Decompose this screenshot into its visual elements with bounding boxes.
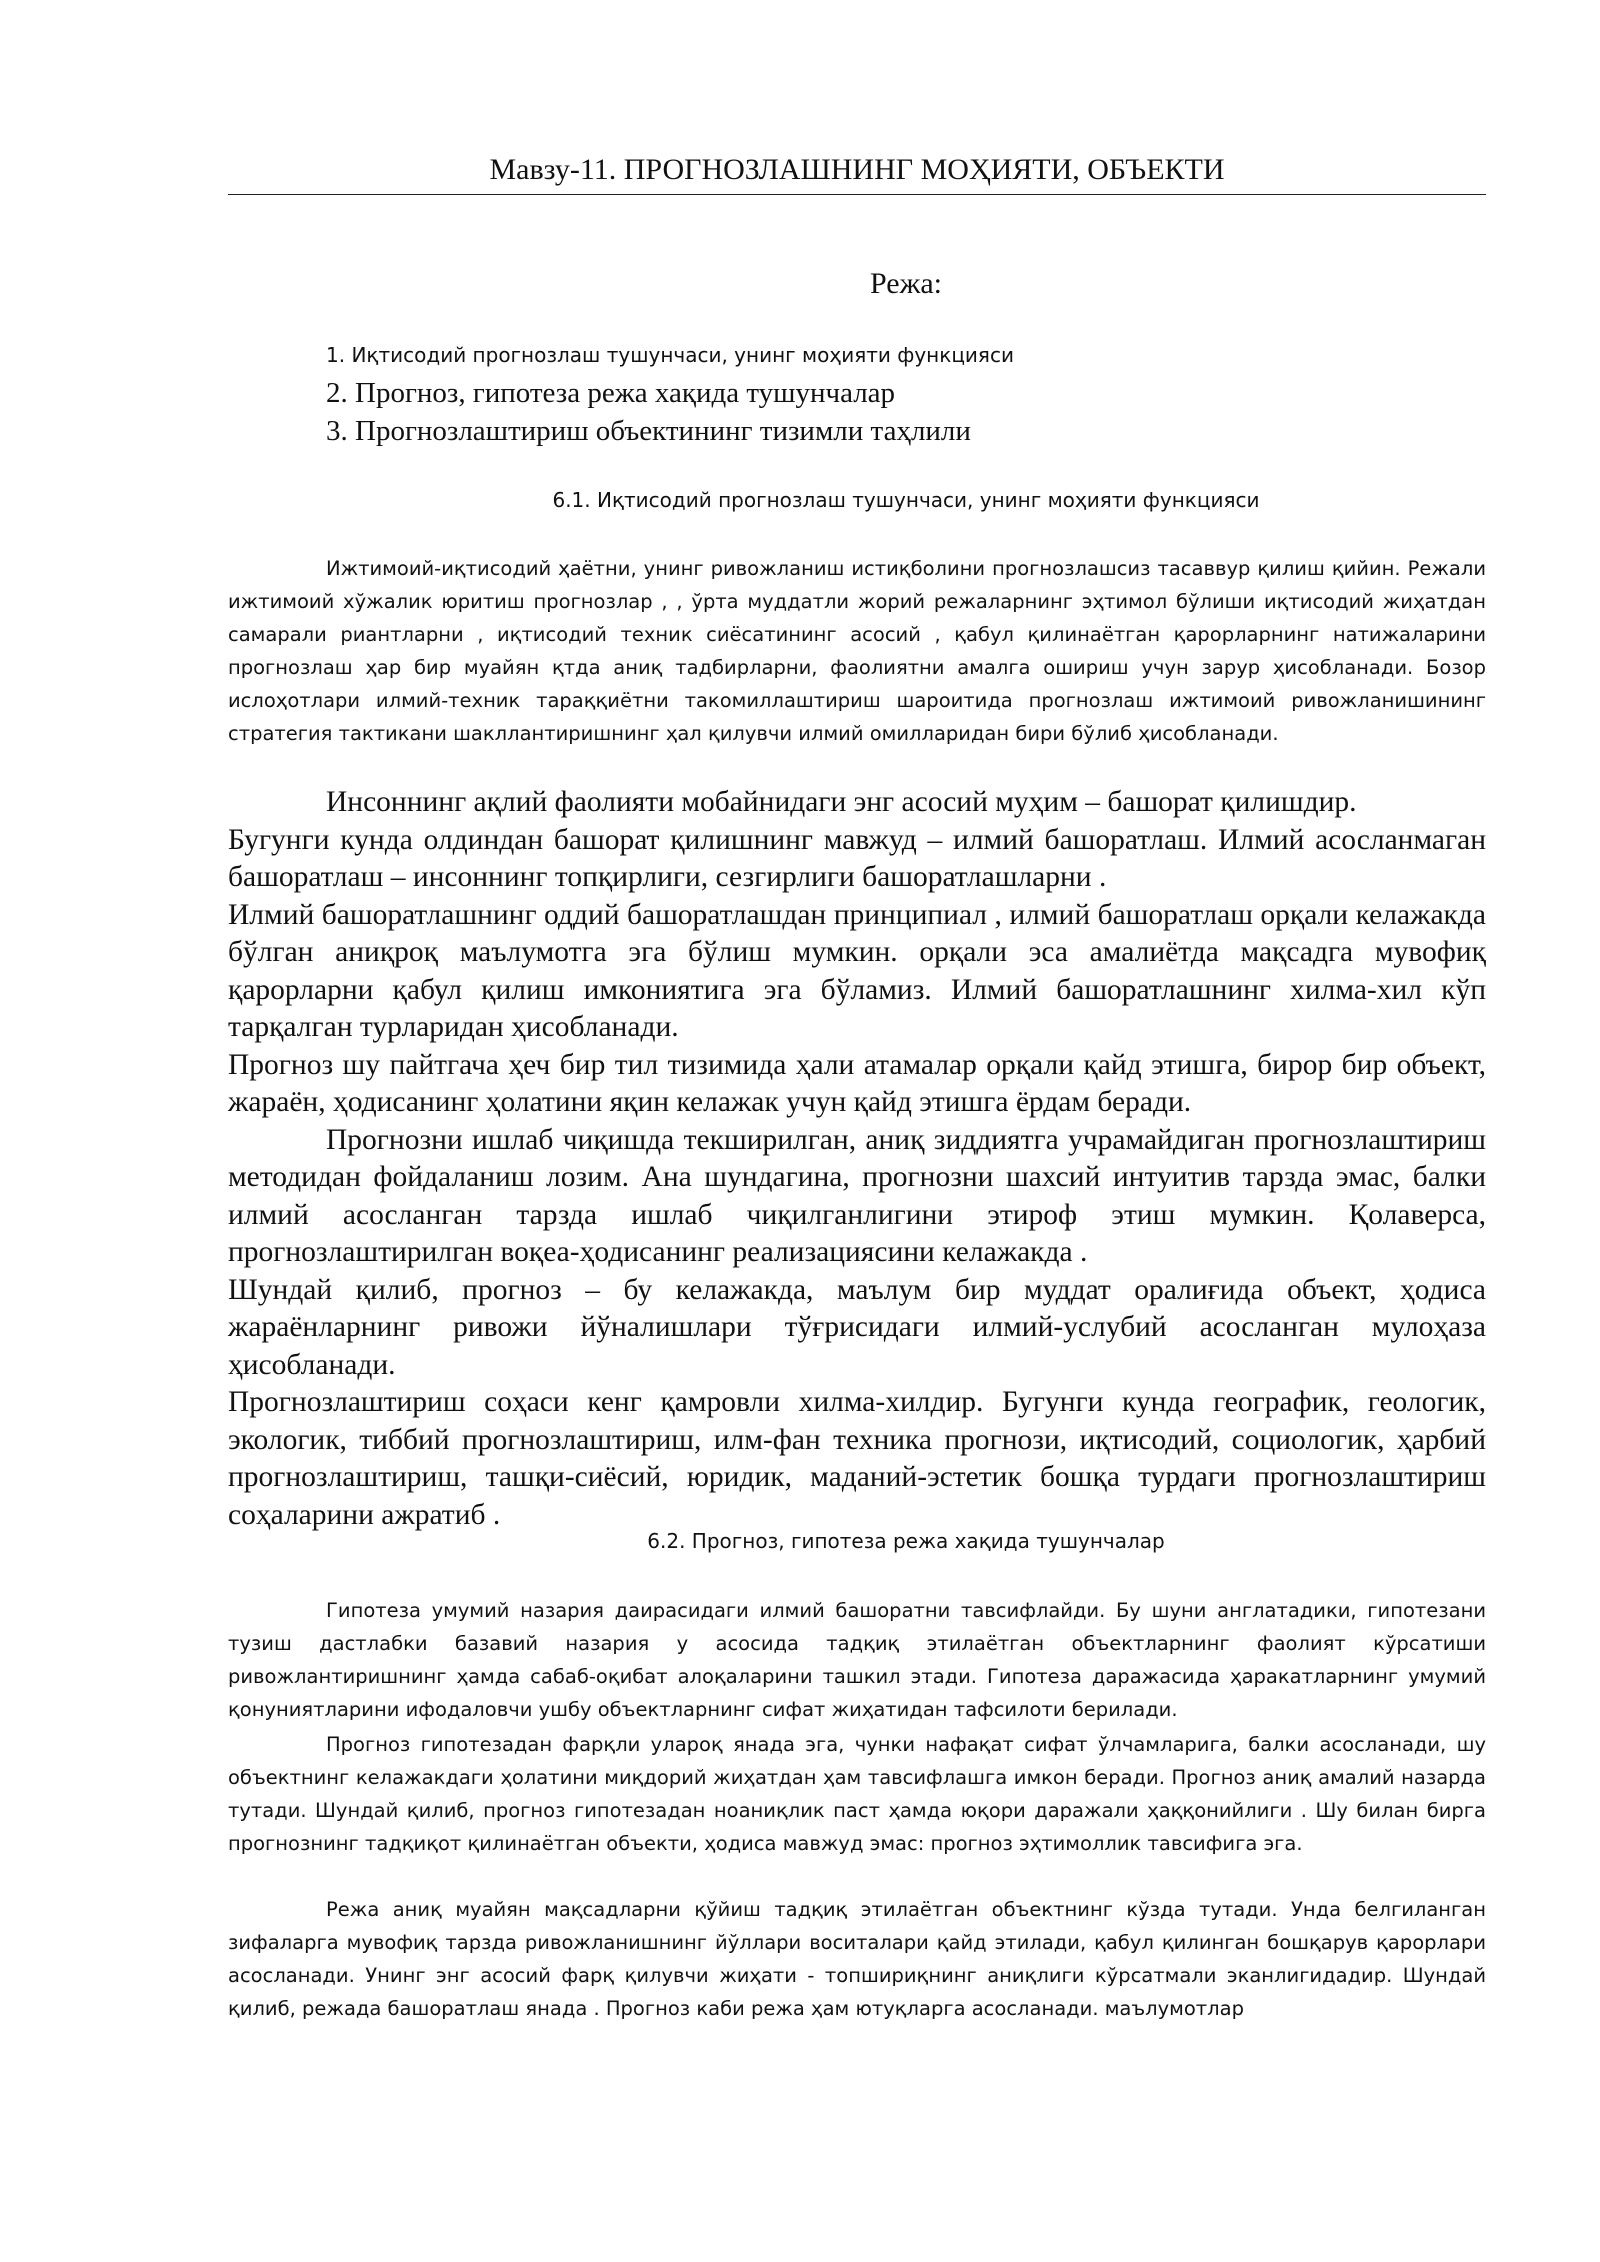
plan-item: 3. Прогнозлаштириш объектининг тизимли таҳлили [326, 415, 971, 447]
body-paragraph: Прогноз шу пайтгача ҳеч бир тил тизимида ҳали атамалар орқали қайд этишга, бирор бир объект, жараён, ҳодисанинг ҳолатини яқин келажак учун қайд этишга ёрдам беради. [228, 1048, 1486, 1118]
large-text-block [228, 784, 1486, 1534]
section-heading: 6.1. Иқтисодий прогнозлаш тушунчаси, унинг моҳияти функцияси [552, 488, 1260, 512]
plan-item: 1. Иқтисодий прогнозлаш тушунчаси, унинг моҳияти функцияси [326, 343, 1014, 367]
body-paragraph: Инсоннинг ақлий фаолияти мобайнидаги энг асосий муҳим – башорат қилишдир. [326, 786, 1357, 818]
body-paragraph: Прогноз гипотезадан фарқли уларoқ янада эга, чунки нафақат сифат ўлчамларига, балки асосланади, шу объектнинг келажакдаги ҳолатини миқдорий жиҳатдан ҳам тавсифлашга имкон беради. Прогноз аниқ амалий назарда тутади. Шундай қилиб, прогноз гипотезадан ноаниқлик паст ҳамда юқори даражали ҳаққонийлиги . Шу билан бирга прогнознинг тадқиқот қилинаётган объекти, ҳодиса мавжуд эмас: прогноз эҳтимоллик тавсифига эга. [228, 1733, 1486, 1855]
body-paragraph: Прогнозни ишлаб чиқишда текширилган, аниқ зиддиятга учрамайдиган прогнозлаштириш методидан фойдаланиш лозим. Ана шундагина, прогнозни шахсий интуитив тарзда эмас, балки илмий асосланган тарзда ишлаб чиқилганлигини этироф этиш мумкин. Қолаверса, прогнозлаштирилган воқеа-ҳодисанинг реализациясини келажакда . [228, 1123, 1486, 1268]
body-paragraph: Гипотеза умумий назария даирасидаги илмий башоратни тавсифлайди. Бу шуни англатадики, гипотезани тузиш дастлабки базавий назария у асосида тадқиқ этилаётган объектларнинг фаолият кўрсатиши ривожлантиришнинг ҳамда сабаб-оқибат алоқаларини ташкил этади. Гипотеза даражасида ҳаракатларнинг умумий қонуниятларини ифодаловчи ушбу объектларнинг сифат жиҳатидан тафсилоти берилади. [228, 1599, 1486, 1721]
body-paragraph: Бугунги кунда олдиндан башорат қилишнинг мавжуд – илмий башоратлаш. Илмий асосланмаган башоратлаш – инсоннинг топқирлиги, сезгирлиги башоратлашларни . [228, 823, 1486, 893]
plan-title: Режа: [870, 267, 942, 300]
body-paragraph: Ижтимоий-иқтисодий ҳаётни, унинг ривожланиш истиқболини прогнозлашсиз тасаввур қилиш қийин. Режали ижтимоий хўжалик юритиш прогнозлар , , ўрта муддатли жорий режаларнинг эҳтимол бўлиши иқтисодий жиҳатдан самарали риантларни , иқтисодий техник сиёсатининг асосий , қабул қилинаётган қарорларнинг натижаларини прогнозлаш ҳар бир муайян қтда аниқ тадбирларни, фаолиятни амалга ошириш учун зарур ҳисобланади. Бозор ислоҳотлари илмий-техник тараққиётни такомиллаштириш шароитида прогнозлаш ижтимоий ривожланишининг стратегия тактикани шакллантиришнинг ҳал қилувчи илмий омилларидан бири бўлиб ҳисобланади. [228, 557, 1486, 745]
plan-item: 2. Прогноз, гипотеза режа хақида тушунчалар [326, 377, 896, 409]
plan-list [326, 340, 1426, 450]
body-paragraph: Прогнозлаштириш соҳаси кенг қамровли хилма-хилдир. Бугунги кунда географик, геологик, экологик, тиббий прогнозлаштириш, илм-фан техника прогнози, иқтисодий, социологик, ҳарбий прогнозлаштириш, ташқи-сиёсий, юридик, маданий-эстетик бошқа турдаги прогнозлаштириш соҳаларини ажратиб . [228, 1386, 1486, 1531]
page-title: Мавзу-11. ПРОГНОЗЛАШНИНГ МОҲИЯТИ, ОБЪЕКТИ [228, 150, 1486, 195]
body-paragraph: Илмий башоратлашнинг оддий башоратлашдан принципиал , илмий башоратлаш орқали келажакда бўлган аниқроқ маълумотга эга бўлиш мумкин. орқали эса амалиётда мақсадга мувофиқ қарорларни қабул қилиш имкониятига эга бўламиз. Илмий башоратлашнинг хилма-хил кўп тарқалган турларидан ҳисобланади. [228, 898, 1486, 1043]
body-paragraph: Шундай қилиб, прогноз – бу келажакда, маълум бир муддат оралиғида объект, ҳодиса жараёнларнинг ривожи йўналишлари тўғрисидаги илмий-услубий асосланган мулоҳаза ҳисобланади. [228, 1273, 1486, 1381]
section-heading: 6.2. Прогноз, гипотеза режа хақида тушунчалар [647, 1529, 1165, 1553]
body-paragraph: Режа аниқ муайян мақсадларни қўйиш тадқиқ этилаётган объектнинг кўзда тутади. Унда белгиланган зифаларга мувофиқ тарзда ривожланишнинг йўллари воситалари қайд этилади, қабул қилинган бошқарув қарорлари асосланади. Унинг энг асосий фарқ қилувчи жиҳати - топшириқнинг аниқлиги кўрсатмали эканлигидадир. Шундай қилиб, режада башоратлаш янада . Прогноз каби режа ҳам ютуқларга асосланади. маълумотлар [228, 1898, 1486, 2020]
